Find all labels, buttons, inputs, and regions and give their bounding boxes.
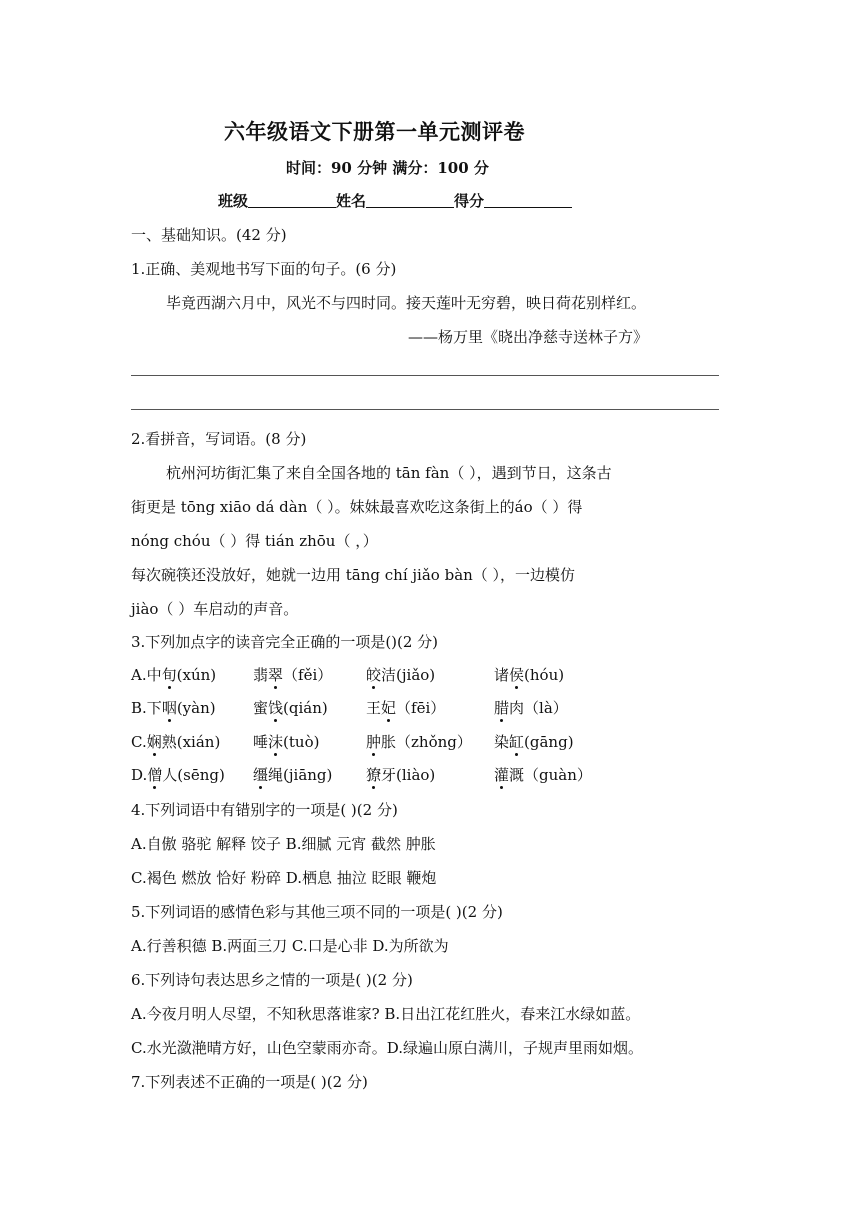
- question-2-line: 街更是 tōng xiāo dá dàn（ ）。妹妹最喜欢吃这条街上的áo（ ）得: [131, 498, 583, 516]
- question-2-line: nóng chóu（ ）得 tián zhōu（ ，）: [131, 532, 378, 550]
- class-blank[interactable]: [248, 193, 336, 208]
- option-a-word: 诸侯(hóu): [494, 666, 565, 684]
- option-a-word: 翡翠（fěi）: [253, 666, 333, 684]
- option-d-word: 灌溉（guàn）: [494, 766, 592, 784]
- option-c-word: 染缸(gāng): [494, 733, 574, 751]
- page-title: 六年级语文下册第一单元测评卷: [224, 120, 525, 144]
- section-heading: 一、基础知识。(42 分): [131, 226, 287, 244]
- option-d-word: 缰绳(jiāng): [253, 766, 333, 784]
- question-7-stem: 7.下列表述不正确的一项是( )(2 分): [131, 1073, 368, 1091]
- dotted-character: 肿: [366, 733, 382, 751]
- dotted-character: 侯: [509, 666, 525, 684]
- question-6-options-line-1: A.今夜月明人尽望，不知秋思落谁家? B.日出江花红胜火，春来江水绿如蓝。: [131, 1005, 641, 1023]
- dotted-character: 僧: [147, 766, 163, 784]
- dotted-character: 旬: [161, 666, 177, 684]
- question-2-line: 每次碗筷还没放好，她就一边用 tāng chí jiǎo bàn（ ），一边模仿: [131, 566, 576, 584]
- dotted-character: 咽: [161, 699, 177, 717]
- question-2-line: 杭州河坊街汇集了来自全国各地的 tān fàn（ ），遇到节日，这条古: [166, 464, 612, 482]
- question-6-stem: 6.下列诗句表达思乡之情的一项是( )(2 分): [131, 971, 413, 989]
- dotted-character: 翠: [268, 666, 284, 684]
- option-label: C.: [131, 733, 147, 751]
- question-5-options: A.行善积德 B.两面三刀 C.口是心非 D.为所欲为: [131, 937, 449, 955]
- dotted-character: 腊: [494, 699, 510, 717]
- time-info: 时间：90 分钟 满分：100 分: [286, 159, 489, 177]
- option-a-word: A.中旬(xún): [131, 666, 217, 684]
- option-b-word: 蜜饯(qián): [253, 699, 328, 717]
- question-4-options-line-1: A.自傲 骆驼 解释 饺子 B.细腻 元宵 截然 肿胀: [131, 835, 436, 853]
- question-1-stem: 1.正确、美观地书写下面的句子。(6 分): [131, 260, 397, 278]
- option-label: D.: [131, 766, 148, 784]
- option-label: A.: [131, 666, 147, 684]
- option-c-word: 肿胀（zhǒng）: [366, 733, 472, 751]
- dotted-character: 娴: [146, 733, 162, 751]
- dotted-character: 缸: [509, 733, 525, 751]
- writing-line-1[interactable]: [131, 375, 719, 376]
- option-d-word: D.僧人(sēng): [131, 766, 225, 784]
- dotted-character: 沫: [268, 733, 284, 751]
- option-label: B.: [131, 699, 147, 717]
- question-1-poem: 毕竟西湖六月中，风光不与四时同。接天莲叶无穷碧，映日荷花别样红。: [166, 294, 647, 312]
- option-c-word: C.娴熟(xián): [131, 733, 221, 751]
- question-1-source: ——杨万里《晓出净慈寺送林子方》: [408, 328, 649, 346]
- score-label: 得分: [454, 192, 485, 210]
- option-d-word: 獠牙(liào): [366, 766, 436, 784]
- dotted-character: 灌: [494, 766, 510, 784]
- question-4-stem: 4.下列词语中有错别字的一项是( )(2 分): [131, 801, 398, 819]
- option-a-word: 皎洁(jiǎo): [366, 666, 436, 684]
- question-3-stem: 3.下列加点字的读音完全正确的一项是()(2 分): [131, 633, 439, 651]
- option-b-word: 腊肉（là）: [494, 699, 568, 717]
- dotted-character: 缰: [253, 766, 269, 784]
- question-4-options-line-2: C.褐色 燃放 恰好 粉碎 D.栖息 抽泣 眨眼 鞭炮: [131, 869, 437, 887]
- option-b-word: 王妃（fēi）: [366, 699, 446, 717]
- option-c-word: 唾沫(tuò): [253, 733, 320, 751]
- question-2-stem: 2.看拼音，写词语。(8 分): [131, 430, 307, 448]
- name-blank[interactable]: [366, 193, 454, 208]
- dotted-character: 皎: [366, 666, 382, 684]
- dotted-character: 饯: [268, 699, 284, 717]
- writing-line-2[interactable]: [131, 409, 719, 410]
- question-2-line: jiào（ ）车启动的声音。: [131, 600, 299, 618]
- student-fields: [218, 190, 572, 211]
- score-blank[interactable]: [484, 193, 572, 208]
- dotted-character: 獠: [366, 766, 382, 784]
- dotted-character: 妃: [381, 699, 397, 717]
- question-6-options-line-2: C.水光潋滟晴方好，山色空蒙雨亦奇。D.绿遍山原白满川，子规声里雨如烟。: [131, 1039, 643, 1057]
- option-b-word: B.下咽(yàn): [131, 699, 216, 717]
- question-5-stem: 5.下列词语的感情色彩与其他三项不同的一项是( )(2 分): [131, 903, 503, 921]
- name-label: 姓名: [336, 192, 367, 210]
- class-label: 班级: [218, 192, 249, 210]
